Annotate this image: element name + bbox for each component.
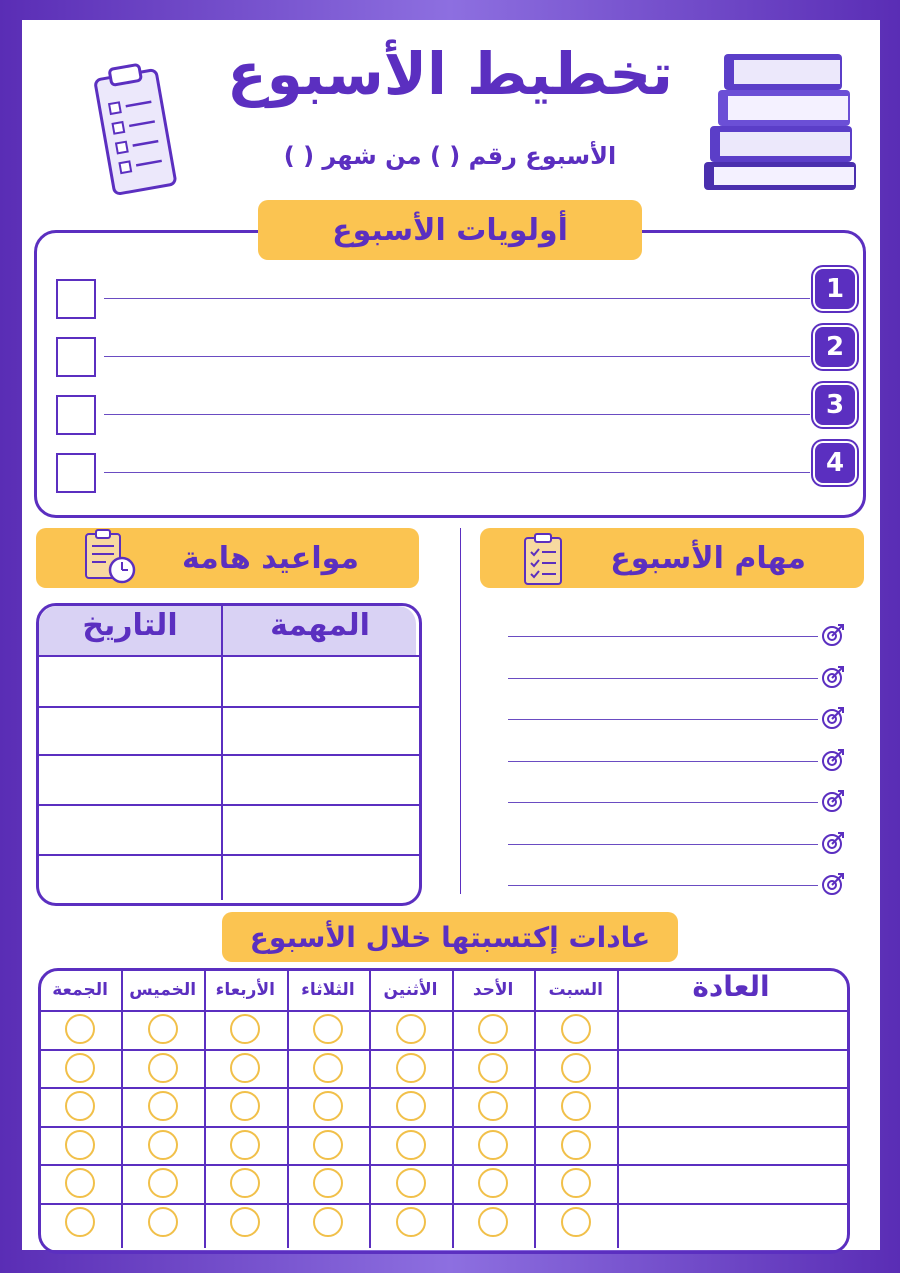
habit-day-checkcircle[interactable] — [313, 1053, 343, 1083]
priority-line-4[interactable] — [104, 472, 810, 473]
habit-name-cell[interactable] — [621, 1205, 841, 1240]
target-icon — [820, 705, 846, 731]
habit-day-checkcircle[interactable] — [478, 1053, 508, 1083]
habits-day-header: الأثنين — [383, 980, 438, 1000]
habit-day-checkcircle[interactable] — [396, 1207, 426, 1237]
books-stack-icon — [704, 50, 864, 195]
task-line[interactable] — [508, 761, 818, 762]
task-line[interactable] — [508, 719, 818, 720]
week-month-subtitle: الأسبوع رقم ( ) من شهر ( ) — [283, 142, 617, 170]
schedule-stopwatch-icon — [82, 528, 138, 586]
habit-name-cell[interactable] — [621, 1089, 841, 1124]
priorities-heading: أولويات الأسبوع — [258, 200, 642, 260]
habit-day-checkcircle[interactable] — [396, 1130, 426, 1160]
priority-checkbox-3[interactable] — [56, 395, 96, 435]
priorities-box — [34, 230, 866, 518]
appointments-row-line — [36, 804, 419, 806]
habits-day-header: الأحد — [472, 980, 514, 1000]
task-line[interactable] — [508, 802, 818, 803]
habit-day-checkcircle[interactable] — [313, 1130, 343, 1160]
appointments-col-date: التاريخ — [82, 608, 178, 643]
appointments-header-divider — [36, 655, 419, 657]
target-icon — [820, 830, 846, 856]
target-icon — [820, 747, 846, 773]
habit-day-checkcircle[interactable] — [230, 1207, 260, 1237]
appointments-col-task: المهمة — [270, 608, 370, 643]
task-line[interactable] — [508, 885, 818, 886]
habit-day-checkcircle[interactable] — [230, 1053, 260, 1083]
priority-checkbox-2[interactable] — [56, 337, 96, 377]
task-line[interactable] — [508, 844, 818, 845]
task-line[interactable] — [508, 636, 818, 637]
priority-number-3: 3 — [815, 385, 855, 425]
habit-day-checkcircle[interactable] — [313, 1207, 343, 1237]
clipboard-icon — [92, 60, 178, 200]
target-icon — [820, 788, 846, 814]
habit-day-checkcircle[interactable] — [313, 1014, 343, 1044]
habit-day-checkcircle[interactable] — [478, 1130, 508, 1160]
priority-number-4: 4 — [815, 443, 855, 483]
habits-heading: عادات إكتسبتها خلال الأسبوع — [222, 912, 678, 962]
habit-day-checkcircle[interactable] — [561, 1130, 591, 1160]
priority-line-1[interactable] — [104, 298, 810, 299]
appointments-heading: مواعيد هامة — [36, 528, 419, 588]
page-title: تخطيط الأسبوع — [227, 40, 673, 108]
priority-line-3[interactable] — [104, 414, 810, 415]
habit-day-checkcircle[interactable] — [396, 1091, 426, 1121]
priority-checkbox-1[interactable] — [56, 279, 96, 319]
habit-day-checkcircle[interactable] — [148, 1014, 178, 1044]
habit-name-cell[interactable] — [621, 1166, 841, 1201]
habit-day-checkcircle[interactable] — [148, 1207, 178, 1237]
habits-day-header: الجمعة — [52, 980, 108, 1000]
priority-checkbox-4[interactable] — [56, 453, 96, 493]
appointments-row-line — [36, 754, 419, 756]
habit-day-checkcircle[interactable] — [561, 1014, 591, 1044]
appointments-row-line — [36, 706, 419, 708]
habit-day-checkcircle[interactable] — [148, 1168, 178, 1198]
task-line[interactable] — [508, 678, 818, 679]
target-icon — [820, 871, 846, 897]
habit-day-checkcircle[interactable] — [313, 1091, 343, 1121]
target-icon — [820, 622, 846, 648]
habit-day-checkcircle[interactable] — [148, 1130, 178, 1160]
priority-number-1: 1 — [815, 269, 855, 309]
habits-day-header: الأربعاء — [215, 980, 275, 1000]
habit-name-cell[interactable] — [621, 1051, 841, 1086]
checklist-icon — [522, 532, 566, 586]
habits-day-header: الخميس — [129, 980, 197, 1000]
habit-day-checkcircle[interactable] — [148, 1091, 178, 1121]
habit-day-checkcircle[interactable] — [561, 1053, 591, 1083]
habit-day-checkcircle[interactable] — [396, 1014, 426, 1044]
habit-day-checkcircle[interactable] — [561, 1168, 591, 1198]
habit-day-checkcircle[interactable] — [396, 1168, 426, 1198]
habits-day-header: الثلاثاء — [301, 980, 355, 1000]
habits-day-header: السبت — [548, 980, 603, 1000]
priority-number-2: 2 — [815, 327, 855, 367]
habit-day-checkcircle[interactable] — [65, 1207, 95, 1237]
habit-day-checkcircle[interactable] — [561, 1091, 591, 1121]
habit-day-checkcircle[interactable] — [561, 1207, 591, 1237]
tasks-heading: مهام الأسبوع — [480, 528, 864, 588]
target-icon — [820, 664, 846, 690]
habit-day-checkcircle[interactable] — [396, 1053, 426, 1083]
habit-day-checkcircle[interactable] — [313, 1168, 343, 1198]
habit-day-checkcircle[interactable] — [478, 1207, 508, 1237]
priority-line-2[interactable] — [104, 356, 810, 357]
habit-day-checkcircle[interactable] — [148, 1053, 178, 1083]
habits-col-habit: العادة — [692, 970, 770, 1003]
habit-day-checkcircle[interactable] — [230, 1130, 260, 1160]
habit-name-cell[interactable] — [621, 1128, 841, 1163]
habit-name-cell[interactable] — [621, 1012, 841, 1047]
habit-day-checkcircle[interactable] — [65, 1053, 95, 1083]
habit-day-checkcircle[interactable] — [65, 1130, 95, 1160]
appointments-row-line — [36, 854, 419, 856]
section-divider — [460, 528, 461, 894]
